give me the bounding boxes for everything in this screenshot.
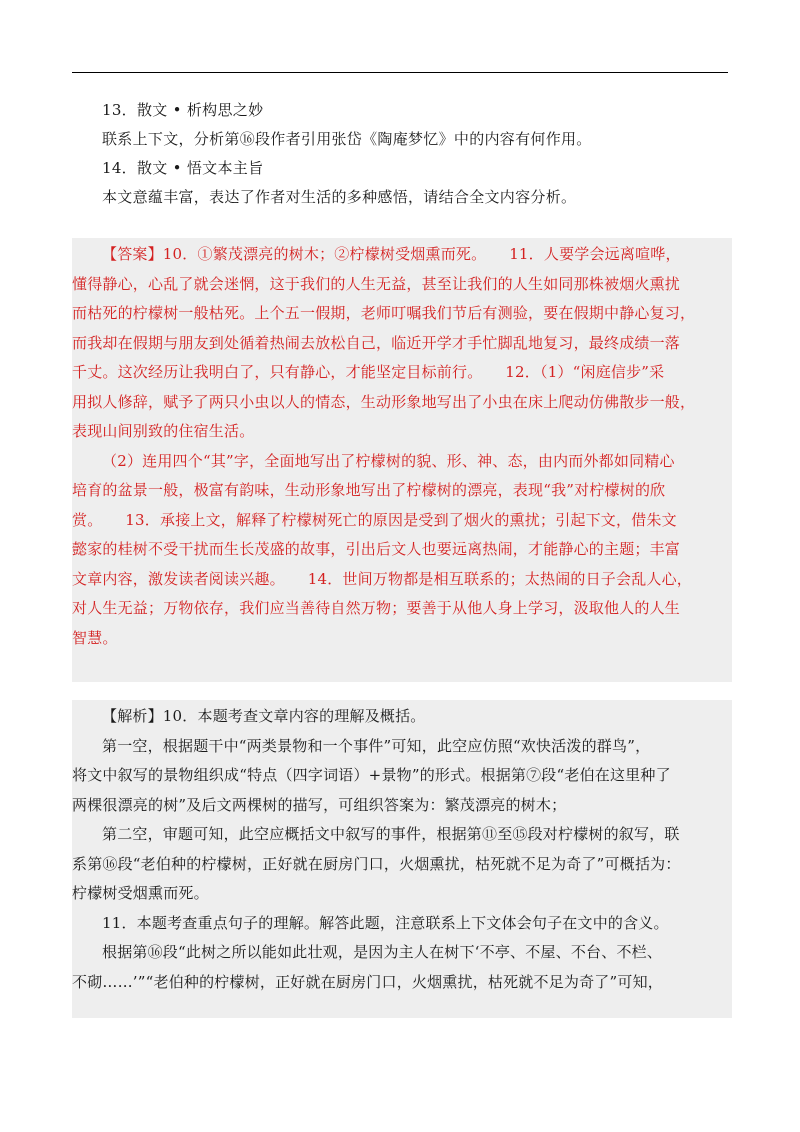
answer-section [72,238,732,682]
question-13-heading: 13．散文 • 析构思之妙 [102,101,264,119]
analysis-line: 根据第⑯段“此树之所以能如此壮观，是因为主人在树下‘不亭、不屋、不台、不栏、 [102,943,663,961]
answer-line: 表现山间别致的住宿生活。 [72,422,255,440]
answer-line: （2）连用四个“其”字，全面地写出了柠檬树的貌、形、神、态，由内而外都如同精心 [102,451,675,470]
answer-line: 懂得静心，心乱了就会迷惘，这于我们的人生无益，甚至让我们的人生如同那株被烟火熏扰 [72,274,681,293]
analysis-section [72,700,732,1018]
answer-line: 培育的盆景一般，极富有韵味，生动形象地写出了柠檬树的漂亮，表现“我”对柠檬树的欣 [72,481,666,499]
header-rule [72,72,728,73]
analysis-line: 第一空，根据题干中“两类景物和一个事件”可知，此空应仿照“欢快活泼的群鸟”， [102,736,651,755]
answer-line: 千丈。这次经历让我明白了，只有静心，才能坚定目标前行。 12．（1）“闲庭信步”采 [72,363,665,381]
analysis-line: 将文中叙写的景物组织成“特点（四字词语）+景物”的形式。根据第⑦段“老伯在这里种了 [72,766,671,784]
analysis-line: 柠檬树受烟熏而死。 [72,884,209,902]
answer-line: 对人生无益；万物依存，我们应当善待自然万物；要善于从他人身上学习，汲取他人的人生 [72,599,681,617]
question-13-text: 联系上下文，分析第⑯段作者引用张岱《陶庵梦忆》中的内容有何作用。 [102,130,592,148]
answer-line: 而我却在假期与朋友到处循着热闹去放松自己，临近开学才手忙脚乱地复习，最终成绩一落 [72,333,681,352]
analysis-line: 第二空，审题可知，此空应概括文中叙写的事件，根据第⑪至⑮段对柠檬树的叙写，联 [102,825,680,843]
answer-line: 懿家的桂树不受干扰而生长茂盛的故事，引出后文人也要远离热闹，才能静心的主题；丰富 [72,540,681,558]
questions-section [72,96,728,212]
question-14-text: 本文意蕴丰富，表达了作者对生活的多种感悟，请结合全文内容分析。 [102,188,577,206]
answer-line: 而枯死的柠檬树一般枯死。上个五一假期，老师叮嘱我们节后有测验，要在假期中静心复习， [72,304,696,322]
analysis-line: 两棵很漂亮的树”及后文两棵树的描写，可组织答案为：繁茂漂亮的树木； [72,795,567,814]
analysis-line: 不砌……’”“老伯种的柠檬树，正好就在厨房门口，火烟熏扰，枯死就不足为奇了”可知， [72,972,663,991]
analysis-line: 系第⑯段“老伯种的柠檬树，正好就在厨房门口，火烟熏扰，枯死就不足为奇了”可概括为： [72,854,681,873]
answer-line: 智慧。 [72,628,118,647]
analysis-line: 11．本题考查重点句子的理解。解答此题，注意联系上下文体会句子在文中的含义。 [102,913,669,932]
analysis-line: 【解析】10．本题考查文章内容的理解及概括。 [102,707,426,725]
answer-line: 用拟人修辞，赋予了两只小虫以人的情态，生动形象地写出了小虫在床上爬动仿佛散步一般， [72,392,696,411]
question-14-heading: 14．散文 • 悟文本主旨 [102,159,264,177]
answer-line: 赏。 13．承接上文，解释了柠檬树死亡的原因是受到了烟火的熏扰；引起下文，借朱文 [72,510,677,529]
answer-line: 【答案】10．①繁茂漂亮的树木；②柠檬树受烟熏而死。 11．人要学会远离喧哗， [102,245,681,263]
answer-line: 文章内容，激发读者阅读兴趣。 14．世间万物都是相互联系的；太热闹的日子会乱人心， [72,569,692,588]
